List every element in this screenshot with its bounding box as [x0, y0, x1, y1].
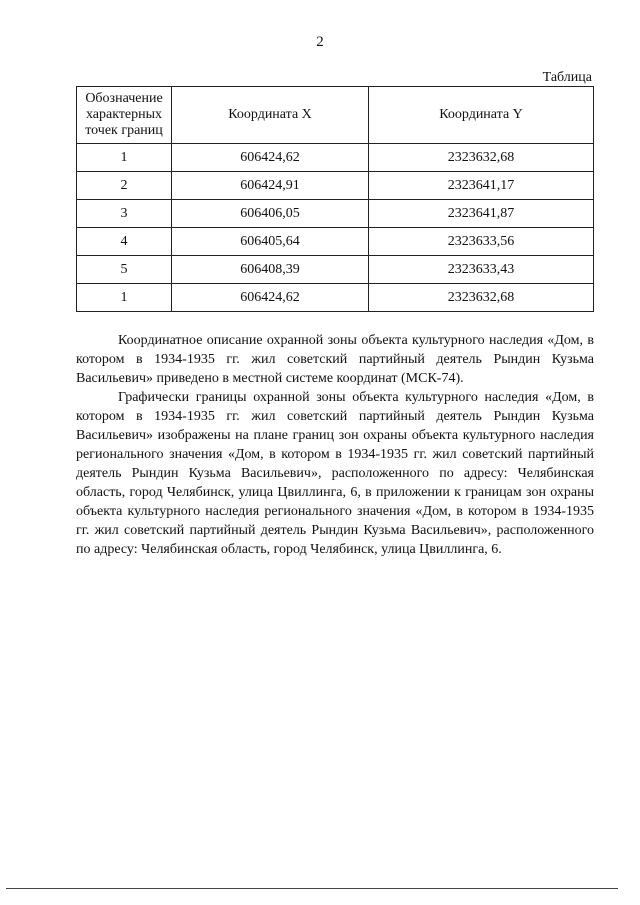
header-coordinate-x: Координата X [172, 87, 369, 144]
table-row [77, 172, 594, 200]
paragraph-graphic-boundaries: Графически границы охранной зоны объекта культурного наследия «Дом, в котором в 1934-1935 гг. жил советский партийный деятель Рындин Кузьма Васильевич» изображены на плане границ зон охраны объекта культурного наследия регионального значения «Дом, в котором в 1934-1935 гг. жил советский партийный деятель Рындин Кузьма Васильевич», расположенного по адресу: Челябинская область, город Челябинск, улица Цвиллинга, 6, в приложении к границам зон охраны объекта культурного наследия регионального значения «Дом, в котором в 1934-1935 гг. жил советский партийный деятель Рындин Кузьма Васильевич», расположенного по адресу: Челябинская область, город Челябинск, улица Цвиллинга, 6. [76, 390, 594, 557]
cell-y: 2323633,43 [369, 256, 594, 284]
table-row [77, 284, 594, 312]
cell-x: 606408,39 [172, 256, 369, 284]
bottom-divider [6, 888, 618, 889]
table-row [77, 144, 594, 172]
header-point-line-1: Обозначение [85, 91, 163, 106]
cell-point: 1 [77, 284, 172, 312]
document-body [76, 331, 594, 559]
cell-x: 606405,64 [172, 228, 369, 256]
cell-y: 2323641,87 [369, 200, 594, 228]
coordinates-table [76, 86, 594, 312]
cell-point: 4 [77, 228, 172, 256]
cell-point: 1 [77, 144, 172, 172]
header-point-line-2: характерных [85, 107, 163, 122]
cell-y: 2323632,68 [369, 144, 594, 172]
cell-point: 2 [77, 172, 172, 200]
cell-point: 5 [77, 256, 172, 284]
table-row [77, 256, 594, 284]
cell-y: 2323632,68 [369, 284, 594, 312]
header-coordinate-y: Координата Y [369, 87, 594, 144]
cell-y: 2323641,17 [369, 172, 594, 200]
cell-x: 606424,91 [172, 172, 369, 200]
cell-point: 3 [77, 200, 172, 228]
cell-x: 606424,62 [172, 284, 369, 312]
table-header-row [77, 87, 594, 144]
header-boundary-point [77, 87, 172, 144]
table-row [77, 228, 594, 256]
table-row [77, 200, 594, 228]
cell-x: 606424,62 [172, 144, 369, 172]
paragraph-coordinate-description: Координатное описание охранной зоны объекта культурного наследия «Дом, в котором в 1934-1935 гг. жил советский партийный деятель Рындин Кузьма Васильевич» приведено в местной системе координат (МСК-74). [76, 333, 594, 386]
cell-x: 606406,05 [172, 200, 369, 228]
cell-y: 2323633,56 [369, 228, 594, 256]
table-caption: Таблица [542, 70, 592, 85]
page-number: 2 [316, 34, 324, 50]
header-point-line-3: точек границ [85, 123, 163, 138]
